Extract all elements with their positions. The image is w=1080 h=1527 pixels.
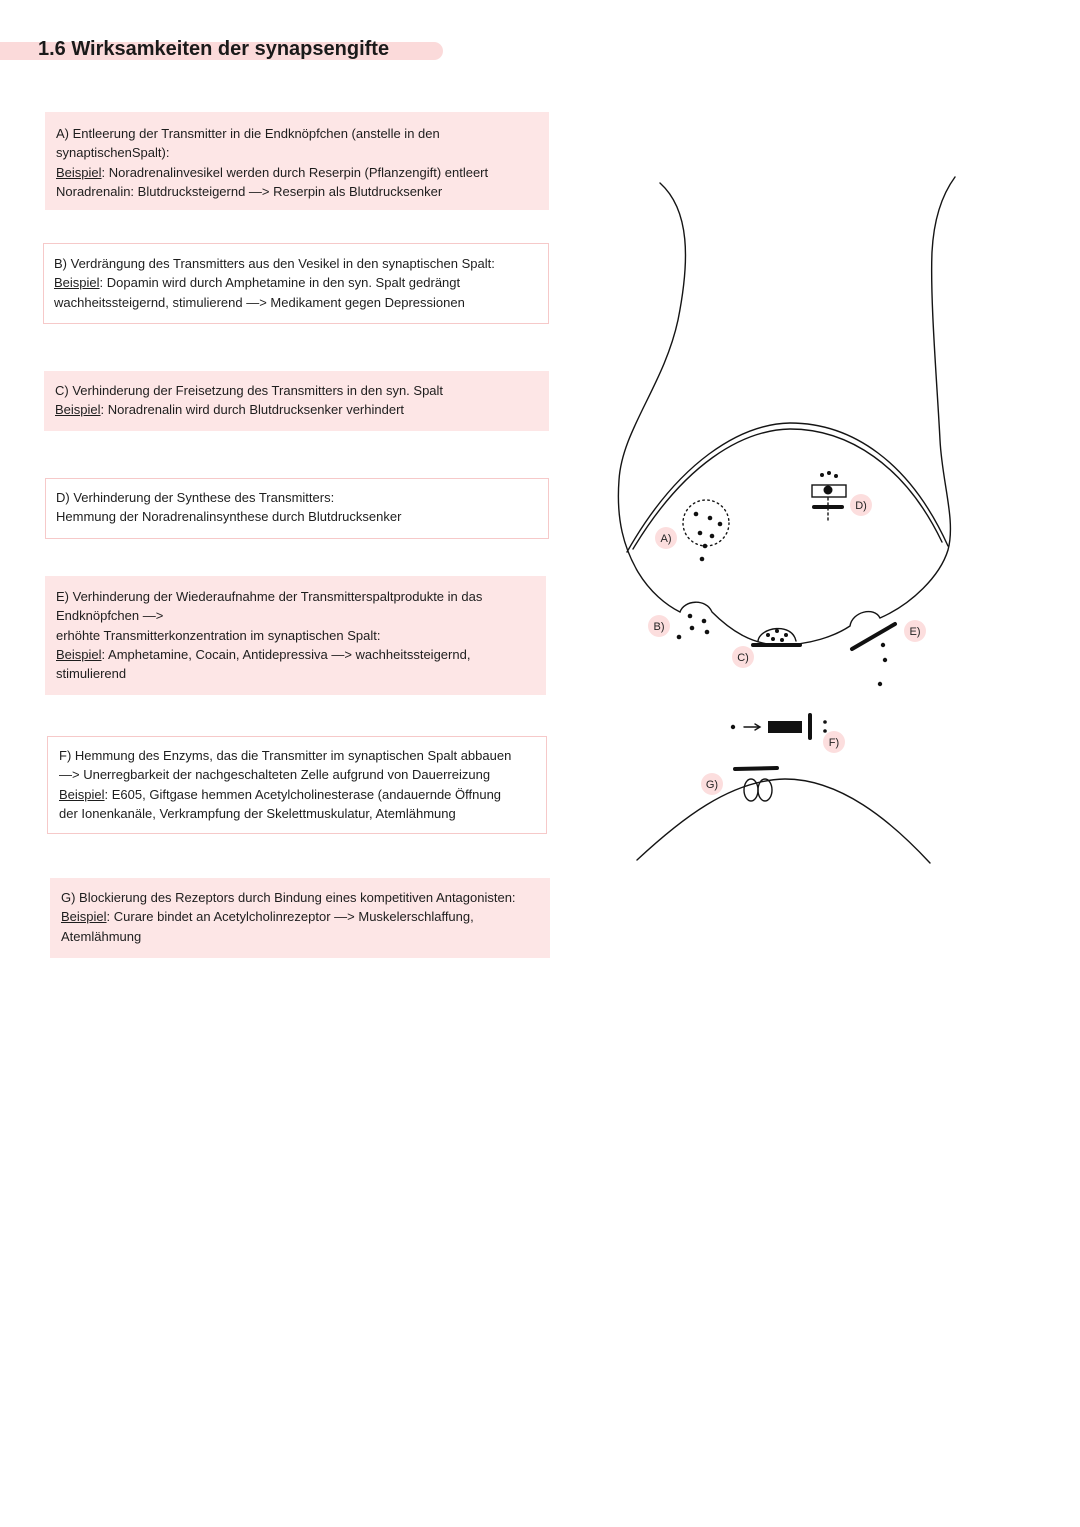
label-e — [904, 620, 926, 642]
example-line — [56, 163, 549, 182]
transmitter-dot — [784, 633, 788, 637]
precursor-dot — [820, 473, 824, 477]
label-text: E) — [909, 626, 921, 638]
note-box-g — [50, 878, 550, 958]
note-box-f — [47, 736, 547, 834]
transmitter-dot — [677, 635, 682, 640]
example-text: : Noradrenalinvesikel werden durch Reserpin (Pflanzengift) entleert — [101, 164, 489, 180]
enzyme-block — [768, 721, 802, 733]
reuptake-block — [852, 624, 895, 649]
example-label: Beispiel — [55, 402, 101, 418]
enzyme-site — [824, 486, 833, 495]
transmitter-dot — [710, 534, 715, 539]
antagonist-block — [735, 768, 777, 769]
transmitter-dot — [688, 614, 693, 619]
transmitter-dot — [775, 629, 779, 633]
label-text: D) — [855, 500, 867, 512]
transmitter-dot — [883, 658, 887, 662]
transmitter-dot — [703, 544, 708, 549]
label-text: F) — [828, 737, 840, 749]
synapse-diagram — [600, 160, 980, 880]
example-line — [59, 785, 546, 804]
note-box-d — [45, 478, 549, 539]
label-text: B) — [653, 621, 665, 633]
transmitter-dot — [702, 619, 707, 624]
postsynaptic-membrane — [637, 779, 930, 863]
transmitter-dot — [708, 516, 713, 521]
receptor-channel — [744, 779, 758, 801]
transmitter-dot — [690, 626, 695, 631]
note-line: G) Blockierung des Rezeptors durch Bindung eines kompetitiven Antagonisten: — [61, 890, 516, 905]
transmitter-dot — [718, 522, 723, 527]
note-line: F) Hemmung des Enzyms, das die Transmitter im synaptischen Spalt abbauen — [59, 748, 512, 763]
label-text: C) — [737, 652, 749, 664]
transmitter-dot — [698, 531, 703, 536]
note-line: D) Verhinderung der Synthese des Transmitters: — [56, 490, 335, 505]
product-dot — [823, 729, 827, 733]
transmitter-dot — [700, 557, 705, 562]
example-line — [56, 645, 546, 664]
product-dot — [823, 720, 827, 724]
label-c — [732, 646, 754, 668]
transmitter-dot — [780, 638, 784, 642]
transmitter-dot — [878, 682, 882, 686]
precursor-dot — [827, 471, 831, 475]
note-box-a — [45, 112, 549, 210]
note-line: Atemlähmung — [61, 928, 142, 944]
note-box-c — [44, 371, 549, 431]
inner-membrane-arc — [633, 429, 942, 549]
note-box-b — [43, 243, 549, 324]
transmitter-dot — [694, 512, 699, 517]
example-text: : Dopamin wird durch Amphetamine in den syn. Spalt gedrängt — [99, 275, 461, 291]
example-text: : Amphetamine, Cocain, Antidepressiva —> wachheitssteigernd, — [101, 646, 471, 662]
transmitter-dot — [881, 643, 885, 647]
label-text: A) — [660, 533, 672, 545]
example-label: Beispiel — [59, 786, 105, 802]
note-line: Endknöpfchen —> — [56, 608, 164, 624]
vesicle-a — [683, 500, 729, 546]
example-text: : Curare bindet an Acetylcholinrezeptor —> Muskelerschlaffung, — [106, 909, 474, 925]
note-line: —> Unerregbarkeit der nachgeschalteten Zelle aufgrund von Dauerreizung — [59, 767, 491, 783]
example-line — [54, 273, 548, 292]
note-line: C) Verhinderung der Freisetzung des Transmitters in den syn. Spalt — [55, 383, 444, 398]
label-b — [648, 615, 670, 637]
note-line: synaptischenSpalt): — [56, 145, 170, 161]
precursor-dot — [834, 474, 838, 478]
example-text: : Noradrenalin wird durch Blutdrucksenker verhindert — [100, 402, 405, 418]
label-g — [701, 773, 723, 795]
example-label: Beispiel — [54, 275, 100, 291]
page-title: 1.6 Wirksamkeiten der synapsengifte — [38, 38, 390, 60]
example-label: Beispiel — [56, 646, 102, 662]
label-f — [823, 731, 845, 753]
note-line: A) Entleerung der Transmitter in die Endknöpfchen (anstelle in den — [56, 126, 440, 141]
example-line — [55, 400, 549, 419]
note-line: Noradrenalin: Blutdrucksteigernd —> Reserpin als Blutdrucksenker — [56, 183, 443, 199]
label-d — [850, 494, 872, 516]
note-line: stimulierend — [56, 666, 127, 682]
note-line: wachheitssteigernd, stimulierend —> Medikament gegen Depressionen — [54, 294, 465, 310]
note-line: B) Verdrängung des Transmitters aus den Vesikel in den synaptischen Spalt: — [54, 256, 495, 271]
note-line: erhöhte Transmitterkonzentration im synaptischen Spalt: — [56, 627, 381, 643]
presynaptic-membrane — [618, 177, 955, 645]
note-line: E) Verhinderung der Wiederaufnahme der Transmitterspaltprodukte in das — [56, 589, 483, 604]
transmitter-dot — [705, 630, 710, 635]
transmitter-dot — [766, 633, 770, 637]
label-text: G) — [705, 779, 719, 791]
example-label: Beispiel — [56, 164, 102, 180]
example-label: Beispiel — [61, 909, 107, 925]
note-line: der Ionenkanäle, Verkrampfung der Skelettmuskulatur, Atemlähmung — [59, 805, 456, 821]
label-a — [655, 527, 677, 549]
transmitter-dot — [731, 725, 735, 729]
note-line: Hemmung der Noradrenalinsynthese durch Blutdrucksenker — [56, 509, 402, 525]
example-text: : E605, Giftgase hemmen Acetylcholinesterase (andauernde Öffnung — [104, 786, 502, 802]
note-box-e — [45, 576, 546, 695]
transmitter-dot — [771, 637, 775, 641]
example-line — [61, 907, 550, 926]
